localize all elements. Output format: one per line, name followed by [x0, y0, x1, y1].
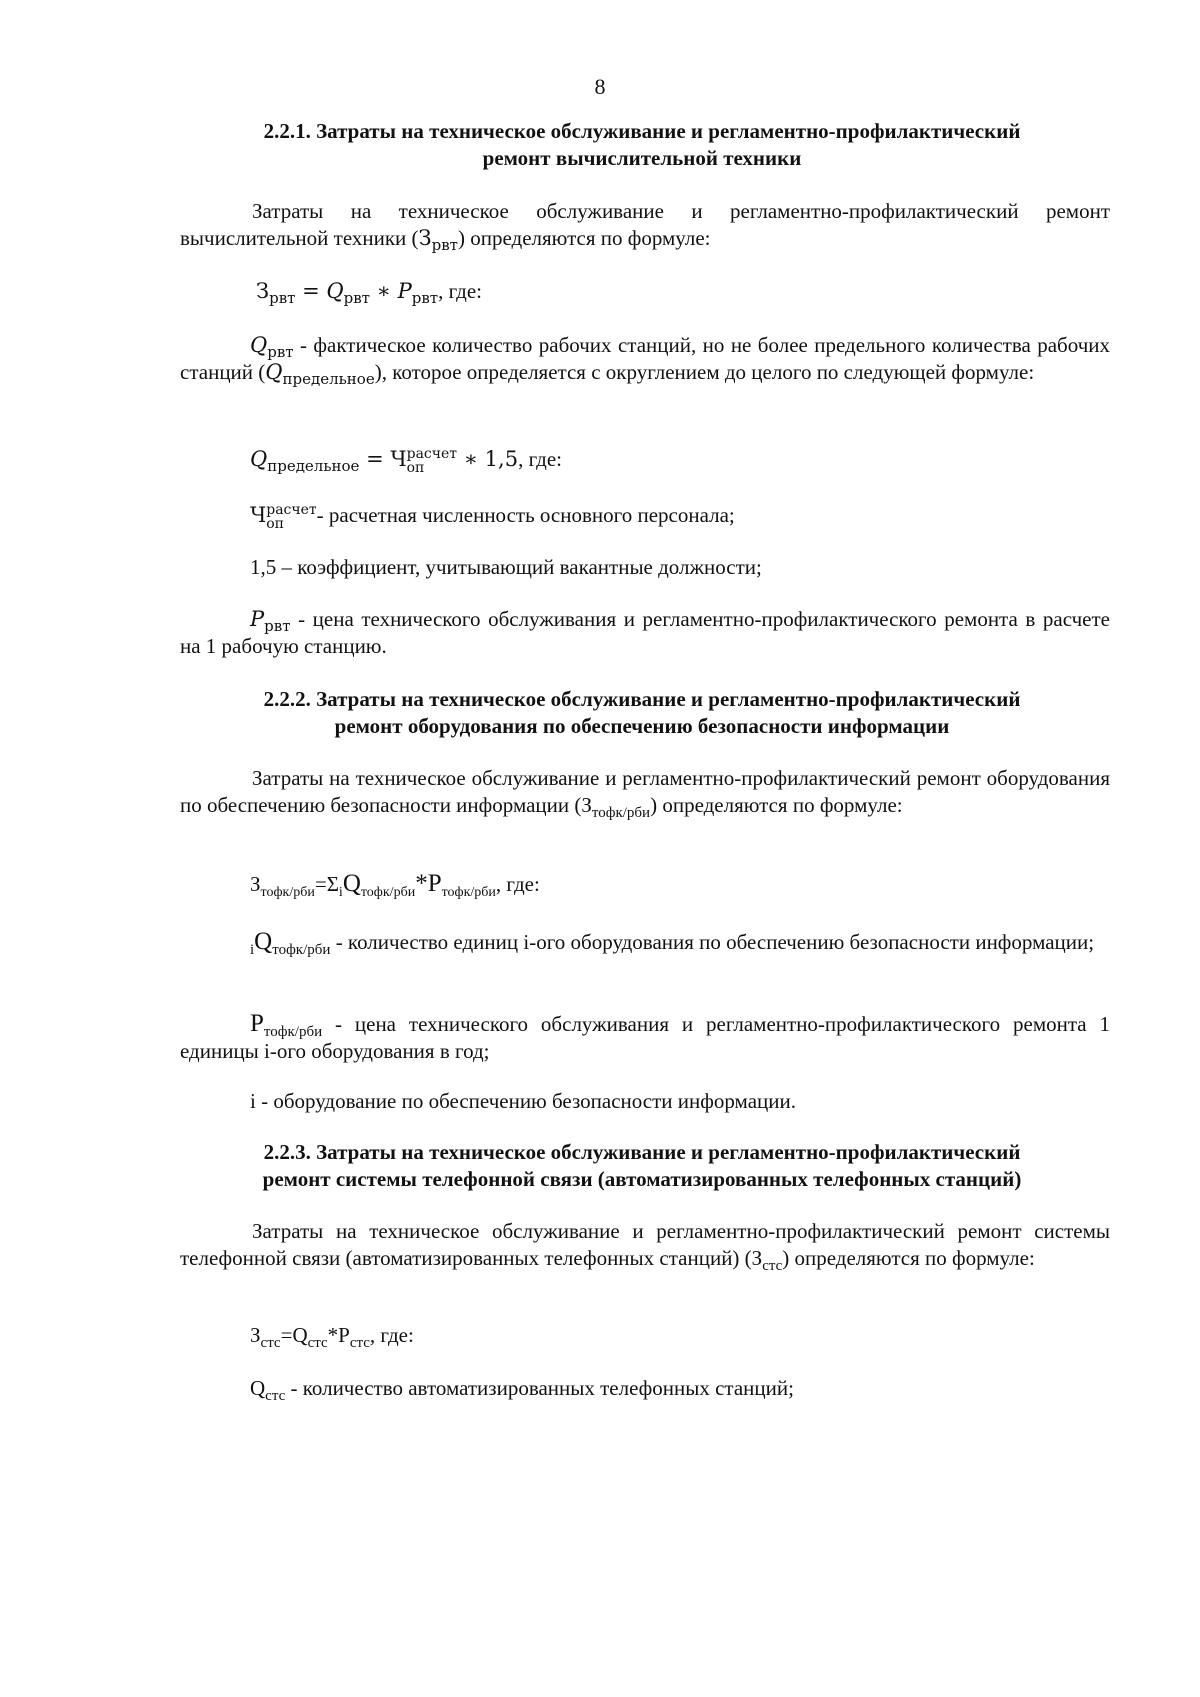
definition-ch-raschet: Ч расчет оп - расчетная численность основного персонала;: [250, 502, 735, 533]
definition-i: i - оборудование по обеспечению безопасности информации.: [250, 1089, 796, 1113]
definition-p-rvt: $P_{рвт}$ - цена технического обслуживания и регламентно-профилактического ремонта в расчете на 1 рабочую станцию.: [180, 607, 1110, 658]
heading-line: ремонт оборудования по обеспечению безопасности информации: [334, 714, 950, 738]
heading-line: ремонт вычислительной техники: [482, 146, 802, 170]
heading-line: 2.2.2. Затраты на техническое обслуживание и регламентно-профилактический: [263, 687, 1021, 711]
heading-line: ремонт системы телефонной связи (автоматизированных телефонных станций): [262, 1167, 1022, 1191]
section-2-2-3-intro: Затраты на техническое обслуживание и регламентно-профилактический ремонт системы телефонной связи (автоматизированных телефонных станций) $(З_{стс})$ определяются по формуле:: [180, 1219, 1110, 1274]
definition-q-rvt: $Q_{рвт}$ - фактическое количество рабочих станций, но не более предельного количества рабочих станций $(Q_{предельное})$, которое определяется с округлением до целого по следующей формуле:: [180, 333, 1110, 388]
section-2-2-1-intro: Затраты на техническое обслуживание и регламентно-профилактический ремонт вычислительной техники $(З_{рвт})$ определяются по формуле:: [180, 199, 1110, 254]
definition-p-tofk-rbi: $P_{тофк/рби}$ - цена технического обслуживания и регламентно-профилактического ремонта 1 единицы i-ого оборудования в год;: [180, 1010, 1110, 1063]
formula-z-tofk-rbi: $З_{тофк/рби}=\Sigma_iQ_{тофк/рби}*P_{тофк/рби}$, где:: [250, 870, 540, 900]
heading-line: 2.2.3. Затраты на техническое обслуживание и регламентно-профилактический: [263, 1140, 1021, 1164]
formula-zrvt: $З_{рвт} = Q_{рвт}$ ∗ $P_{рвт}$, где:: [256, 279, 483, 307]
definition-q-tofk-rbi: $_iQ_{тофк/рби}$ - количество единиц i-ого оборудования по обеспечению безопасности информации;: [250, 928, 1095, 958]
section-2-2-2-intro: Затраты на техническое обслуживание и регламентно-профилактический ремонт оборудования по обеспечению безопасности информации $(З_{тофк/рби})$ определяются по формуле:: [180, 766, 1110, 821]
formula-z-stc: $З_{стс}=Q_{стс}*P_{стс}$, где:: [250, 1323, 414, 1351]
page-number: 8: [594, 74, 606, 99]
section-2-2-3-heading: [182, 1139, 1102, 1193]
section-2-2-1-heading: [182, 118, 1102, 172]
section-2-2-2-heading: [182, 686, 1102, 740]
definition-coefficient: 1,5 – коэффициент, учитывающий вакантные должности;: [250, 555, 762, 579]
heading-line: 2.2.1. Затраты на техническое обслуживание и регламентно-профилактический: [263, 119, 1021, 143]
formula-q-predelnoe: $Q_{предельное} = Ч$ расчет оп ∗ 1,5, где:: [250, 446, 562, 477]
definition-q-stc: $Q_{стс}$ - количество автоматизированных телефонных станций;: [250, 1376, 794, 1404]
